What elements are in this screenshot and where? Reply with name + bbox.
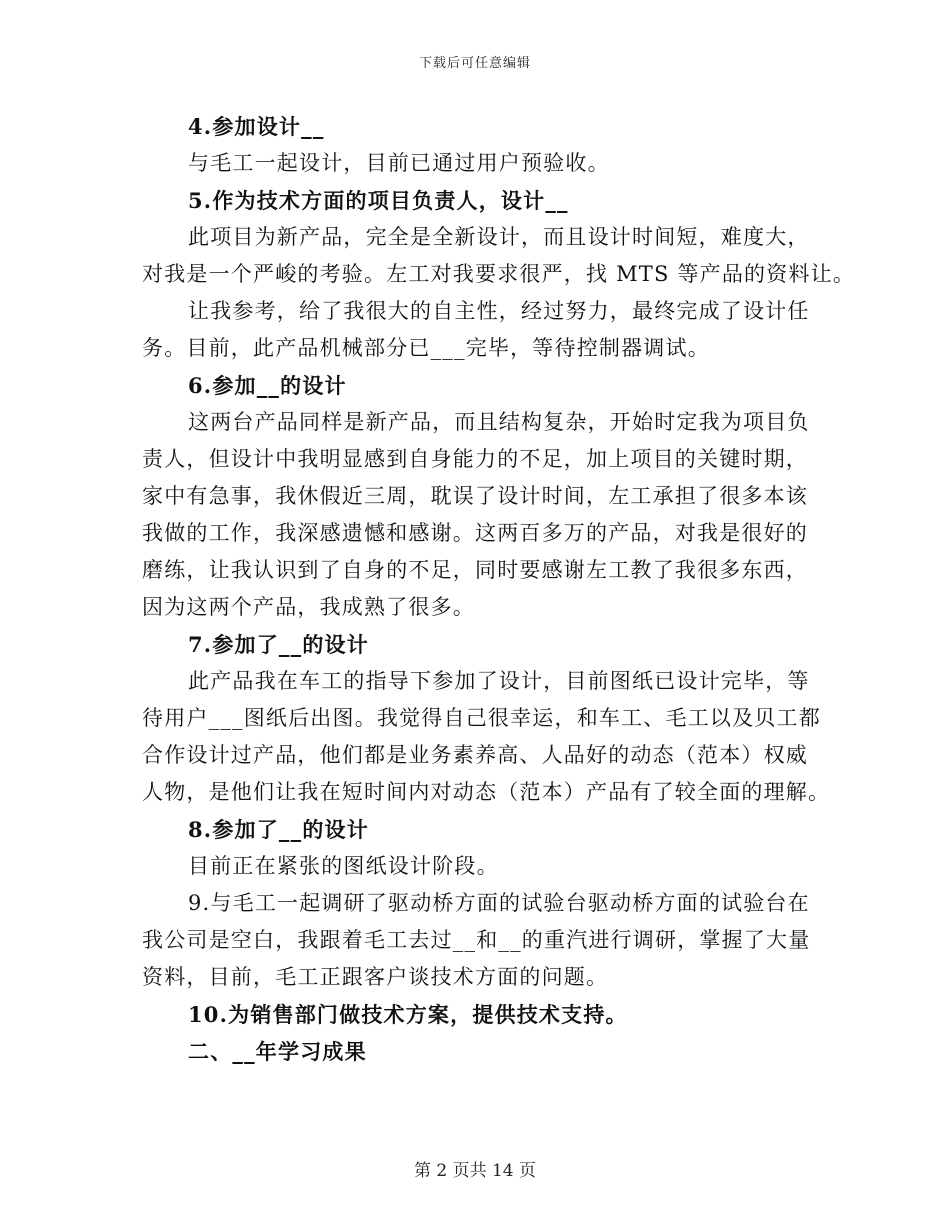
paragraph-line: 此产品我在车工的指导下参加了设计，目前图纸已设计完毕，等 bbox=[188, 669, 810, 693]
paragraph-line: 家中有急事，我休假近三周，耽误了设计时间，左工承担了很多本该 bbox=[142, 484, 808, 508]
paragraph-line: 合作设计过产品，他们都是业务素养高、人品好的动态（范本）权威 bbox=[142, 743, 808, 767]
section-heading: 5.作为技术方面的项目负责人，设计__ bbox=[188, 188, 569, 213]
paragraph-line: 因为这两个产品，我成熟了很多。 bbox=[142, 595, 475, 619]
section-heading: 4.参加设计__ bbox=[188, 114, 325, 139]
paragraph-line: 务。目前，此产品机械部分已___完毕，等待控制器调试。 bbox=[142, 336, 710, 360]
section-heading: 二、__年学习成果 bbox=[188, 1039, 367, 1064]
paragraph-line: 让我参考，给了我很大的自主性，经过努力，最终完成了设计任 bbox=[188, 299, 810, 323]
section-heading: 10.为销售部门做技术方案，提供技术支持。 bbox=[188, 1002, 628, 1027]
page-footer: 第 2 页共 14 页 bbox=[413, 1161, 537, 1181]
paragraph-line: 9.与毛工一起调研了驱动桥方面的试验台驱动桥方面的试验台在 bbox=[188, 891, 810, 915]
section-heading: 8.参加了__的设计 bbox=[188, 817, 369, 842]
section-heading: 7.参加了__的设计 bbox=[188, 632, 369, 657]
paragraph-line: 与毛工一起设计，目前已通过用户预验收。 bbox=[188, 151, 610, 175]
paragraph-line: 目前正在紧张的图纸设计阶段。 bbox=[188, 854, 499, 878]
paragraph-line: 责人，但设计中我明显感到自身能力的不足，加上项目的关键时期， bbox=[142, 447, 808, 471]
paragraph-line: 资料，目前，毛工正跟客户谈技术方面的问题。 bbox=[142, 965, 609, 989]
document-body bbox=[142, 108, 856, 1070]
paragraph-line: 待用户___图纸后出图。我觉得自己很幸运，和车工、毛工以及贝工都 bbox=[142, 706, 821, 730]
paragraph-line: 磨练，让我认识到了自身的不足，同时要感谢左工教了我很多东西， bbox=[142, 558, 808, 582]
paragraph-line: 我公司是空白，我跟着毛工去过__和__的重汽进行调研，掌握了大量 bbox=[142, 928, 811, 952]
paragraph-line: 这两台产品同样是新产品，而且结构复杂，开始时定我为项目负 bbox=[188, 410, 810, 434]
paragraph-line: 我做的工作，我深感遗憾和感谢。这两百多万的产品，对我是很好的 bbox=[142, 521, 808, 545]
paragraph-line: 人物，是他们让我在短时间内对动态（范本）产品有了较全面的理解。 bbox=[142, 780, 831, 804]
section-heading: 6.参加__的设计 bbox=[188, 373, 347, 398]
paragraph-line: 此项目为新产品，完全是全新设计，而且设计时间短，难度大， bbox=[188, 225, 810, 249]
page-header: 下载后可任意编辑 bbox=[418, 56, 531, 71]
paragraph-line: 对我是一个严峻的考验。左工对我要求很严，找 MTS 等产品的资料让。 bbox=[142, 262, 856, 286]
